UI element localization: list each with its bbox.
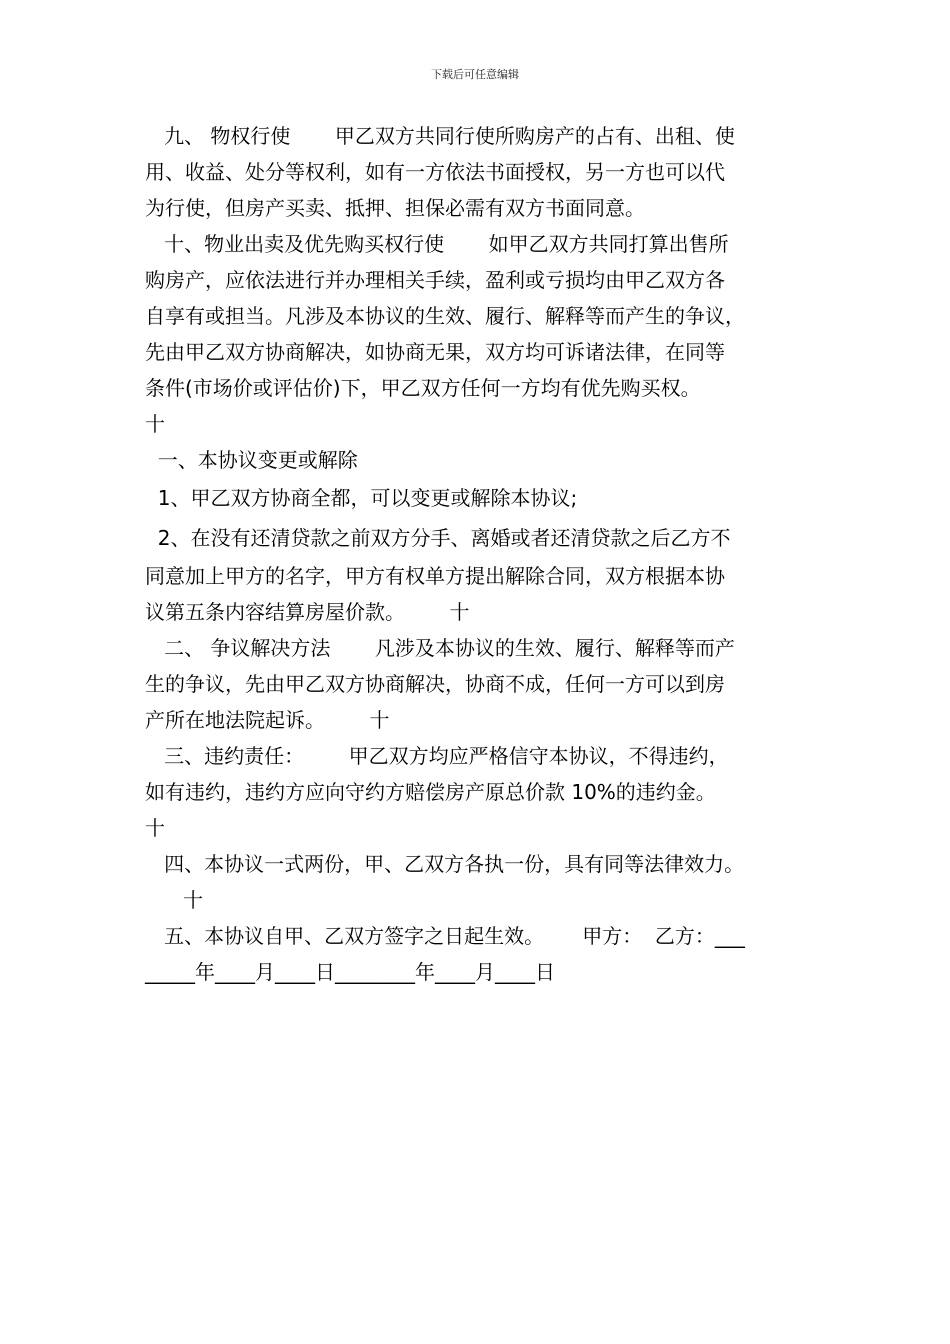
clause-11-number: 十 <box>145 412 165 436</box>
clause-11-item-2-line-3: 议第五条内容结算房屋价款。 十 <box>145 600 470 624</box>
clause-12-line-1: 二、 争议解决方法 凡涉及本协议的生效、履行、解释等而产 <box>145 636 735 660</box>
clause-11-item-1: 1、甲乙双方协商全都，可以变更或解除本协议; <box>145 486 578 510</box>
clause-13-number: 十 <box>145 816 165 840</box>
clause-14-number: 十 <box>145 888 204 912</box>
clause-10-line-3: 自享有或担当。凡涉及本协议的生效、履行、解释等而产生的争议， <box>145 304 745 328</box>
clause-12-line-2: 生的争议，先由甲乙双方协商解决，协商不成，任何一方可以到房 <box>145 672 725 696</box>
contract-body <box>145 118 825 990</box>
clause-13-line-1: 三、违约责任： 甲乙双方均应严格信守本协议，不得违约， <box>145 744 729 768</box>
clause-10-line-5: 条件(市场价或评估价)下，甲乙双方任何一方均有优先购买权。 <box>145 376 701 400</box>
clause-14-line-1: 四、本协议一式两份，甲、乙双方各执一份，具有同等法律效力。 <box>145 852 745 876</box>
clause-11-title: 一、本协议变更或解除 <box>145 448 358 472</box>
clause-10-line-2: 购房产，应依法进行并办理相关手续，盈利或亏损均由甲乙双方各 <box>145 268 725 292</box>
clause-15-line-1: 五、本协议自甲、乙双方签字之日起生效。 甲方： 乙方：___ <box>145 924 745 948</box>
page-header: 下载后可任意编辑 <box>431 68 519 81</box>
clause-9-line-1: 九、 物权行使 甲乙双方共同行使所购房产的占有、出租、使 <box>145 124 735 148</box>
clause-11-item-2-line-1: 2、在没有还清贷款之前双方分手、离婚或者还清贷款之后乙方不 <box>145 526 731 550</box>
clause-10-line-1: 十、物业出卖及优先购买权行使 如甲乙双方共同打算出售所 <box>145 232 729 256</box>
clause-13-line-2: 如有违约，违约方应向守约方赔偿房产原总价款 10%的违约金。 <box>145 780 716 804</box>
clause-9-line-3: 为行使，但房产买卖、抵押、担保必需有双方书面同意。 <box>145 196 645 220</box>
clause-10-line-4: 先由甲乙双方协商解决，如协商无果，双方均可诉诸法律，在同等 <box>145 340 725 364</box>
clause-9-line-2: 用、收益、处分等权利，如有一方依法书面授权，另一方也可以代 <box>145 160 725 184</box>
clause-11-item-2-line-2: 同意加上甲方的名字，甲方有权单方提出解除合同，双方根据本协 <box>145 564 725 588</box>
clause-12-line-3: 产所在地法院起诉。 十 <box>145 708 390 732</box>
signature-date-line: _____年____月____日________年____月____日 <box>145 960 555 984</box>
